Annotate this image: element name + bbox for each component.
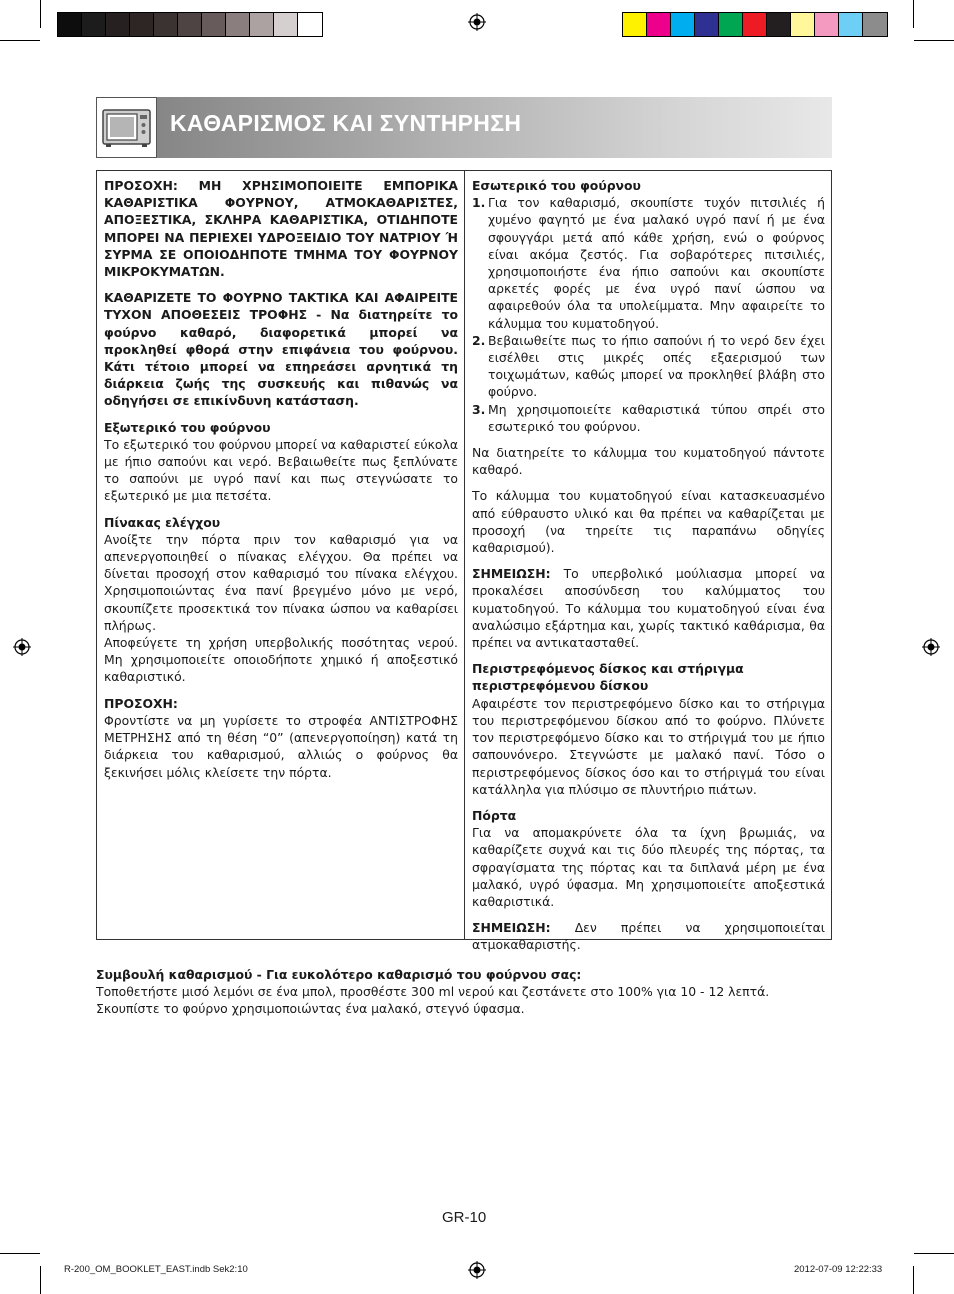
- color-swatch: [647, 13, 671, 36]
- microwave-oven-icon: [96, 97, 157, 158]
- gray-swatch: [106, 13, 130, 36]
- crop-mark: [914, 40, 954, 41]
- section-heading: Εξωτερικό του φούρνου: [104, 419, 271, 435]
- registration-mark-icon: [468, 1261, 486, 1279]
- paragraph: Αφαιρέστε τον περιστρεφόμενο δίσκο και το στήριγμα του περιστρεφόμενου δίσκου από το φούρνο. Πλύνετε τον περιστρεφόμενο δίσκο και το στήριγμά του με ήπιο σαπουνόνερο. Στεγνώστε με μαλακό πανί. Τόσο ο περιστρεφόμενος δίσκος όσο και το στήριγμά του είναι κατάλληλα για πλύσιμο σε πλυντήριο πιάτων.: [472, 695, 825, 797]
- paragraph: Φροντίστε να μη γυρίσετε το στροφέα ΑΝΤΙΣΤΡΟΦΗΣ ΜΕΤΡΗΣΗΣ από τη θέση “0” (απενεργοποίηση) κατά τη διάρκεια του καθαρισμού, αλλιώς ο φούρνος θα ξεκινήσει μόλις κλείσετε την πόρτα.: [104, 712, 458, 780]
- gray-swatch: [82, 13, 106, 36]
- gray-swatch: [298, 13, 322, 36]
- color-swatch: [743, 13, 767, 36]
- crop-mark: [40, 0, 41, 28]
- list-item: 3. Μη χρησιμοποιείτε καθαριστικά τύπου σπρέι στο εσωτερικό του φούρνου.: [472, 401, 825, 434]
- color-swatch-bar: [622, 12, 888, 37]
- crop-mark: [913, 0, 914, 28]
- tip-line: Σκουπίστε το φούρνο χρησιμοποιώντας ένα μαλακό, στεγνό ύφασμα.: [96, 1001, 525, 1017]
- gray-swatch: [130, 13, 154, 36]
- section-heading: Εσωτερικό του φούρνου: [472, 178, 641, 193]
- gray-swatch-bar: [57, 12, 323, 37]
- crop-mark: [40, 1266, 41, 1294]
- warning-text: ΚΑΘΑΡΙΖΕΤΕ ΤΟ ΦΟΥΡΝΟ ΤΑΚΤΙΚΑ ΚΑΙ ΑΦΑΙΡΕΙΤΕ ΤΥΧΟΝ ΑΠΟΘΕΣΕΙΣ ΤΡΟΦΗΣ - Να διατηρείτε το φούρνο καθαρό, διαφορετικά μπορεί να προκληθεί φθορά στην επιφάνεια του φούρνου. Κάτι τέτοιο μπορεί να επηρεάσει αρνητικά τη διάρκεια ζωής της συσκευής και πιθανώς να οδηγήσει σε επικίνδυνη κατάσταση.: [104, 290, 458, 409]
- color-swatch: [863, 13, 887, 36]
- paragraph: Το κάλυμμα του κυματοδηγού είναι κατασκευασμένο από εύθραυστο υλικό και θα πρέπει να καθαρίζεται με προσοχή (να τηρείτε τις παραπάνω οδηγίες καθαρισμού).: [472, 488, 825, 556]
- registration-mark-icon: [468, 13, 486, 31]
- list-item: 2. Βεβαιωθείτε πως το ήπιο σαπούνι ή το νερό δεν έχει εισέλθει στις μικρές οπές εξαερισμού των τοιχωμάτων, καθώς μπορεί να προκληθεί βλάβη στο φούρνο.: [472, 332, 825, 400]
- gray-swatch: [226, 13, 250, 36]
- crop-mark: [914, 1253, 954, 1254]
- paragraph: Ανοίξτε την πόρτα πριν τον καθαρισμό για να απενεργοποιηθεί ο πίνακας ελέγχου. Θα πρέπει να δίνεται προσοχή στον καθαρισμό του πίνακα ελέγχου. Χρησιμοποιώντας ένα πανί βρεγμένο μόνο με νερό, σκουπίζετε προσεκτικά τον πίνακα ώσπου να καθαρίσει πλήρως.: [104, 531, 458, 633]
- gray-swatch: [154, 13, 178, 36]
- note: ΣΗΜΕΙΩΣΗ: Το υπερβολικό μούλιασμα μπορεί να προκαλέσει αποσύνδεση του καλύμματος του κυματοδηγού. Το κάλυμμα του κυματοδηγού είναι ένα αναλώσιμο εξάρτημα και, χωρίς τακτικό καθάρισμα, θα πρέπει να αντικατασταθεί.: [472, 566, 825, 651]
- section-heading: ΠΡΟΣΟΧΗ:: [104, 695, 178, 711]
- page-number: GR-10: [442, 1209, 487, 1226]
- gray-swatch: [250, 13, 274, 36]
- paragraph: Να διατηρείτε το κάλυμμα του κυματοδηγού πάντοτε καθαρό.: [472, 445, 825, 478]
- section-heading: Πίνακας ελέγχου: [104, 514, 221, 530]
- footer-date-info: 2012-07-09 12:22:33: [794, 1264, 883, 1275]
- crop-mark: [0, 40, 40, 41]
- paragraph: Αποφεύγετε τη χρήση υπερβολικής ποσότητας νερού. Μη χρησιμοποιείτε οποιοδήποτε χημικό ή αποξεστικό καθαριστικό.: [104, 635, 458, 685]
- tip-title: Συμβουλή καθαρισμού - Για ευκολότερο καθαρισμό του φούρνου σας:: [96, 967, 582, 982]
- paragraph: Το εξωτερικό του φούρνου μπορεί να καθαριστεί εύκολα με ήπιο σαπούνι και νερό. Βεβαιωθείτε πως ξεπλύνατε το σαπούνι με υγρό πανί και πως στεγνώσατε το εξωτερικό με μια πετσέτα.: [104, 436, 458, 504]
- crop-mark: [0, 1253, 40, 1254]
- paragraph: Για να απομακρύνετε όλα τα ίχνη βρωμιάς, να καθαρίζετε συχνά και τις δύο πλευρές της πόρτας, τα σφραγίσματα της πόρτας και τα διπλανά μέρη με ένα μαλακό, υγρό ύφασμα. Μη χρησιμοποιείτε αποξεστικά καθαριστικά.: [472, 825, 825, 909]
- interior-steps-list: [472, 194, 825, 435]
- warning-text: ΠΡΟΣΟΧΗ: ΜΗ ΧΡΗΣΙΜΟΠΟΙΕΙΤΕ ΕΜΠΟΡΙΚΑ ΚΑΘΑΡΙΣΤΙΚΑ ΦΟΥΡΝΟΥ, ΑΤΜΟΚΑΘΑΡΙΣΤΕΣ, ΑΠΟΞΕΣΤΙΚΑ, ΣΚΛΗΡΑ ΚΑΘΑΡΙΣΤΙΚΑ, ΟΤΙΔΗΠΟΤΕ ΜΠΟΡΕΙ ΝΑ ΠΕΡΙΕΧΕΙ ΥΔΡΟΞΕΙΔΙΟ ΤΟΥ ΝΑΤΡΙΟΥ Ή ΣΥΡΜΑ ΣΕ ΟΠΟΙΟΔΗΠΟΤΕ ΤΜΗΜΑ ΤΟΥ ΦΟΥΡΝΟΥ ΜΙΚΡΟΚΥΜΑΤΩΝ.: [104, 178, 458, 280]
- section-heading: Περιστρεφόμενος δίσκος και στήριγμα περιστρεφόμενου δίσκου: [472, 661, 744, 694]
- section-heading: Πόρτα: [472, 807, 517, 823]
- color-swatch: [623, 13, 647, 36]
- registration-mark-icon: [13, 638, 31, 656]
- color-swatch: [791, 13, 815, 36]
- content-box: [96, 170, 832, 953]
- crop-mark: [913, 1266, 914, 1294]
- left-column: [97, 171, 465, 939]
- page-title: ΚΑΘΑΡΙΣΜΟΣ ΚΑΙ ΣΥΝΤΗΡΗΣΗ: [170, 110, 522, 136]
- color-swatch: [671, 13, 695, 36]
- list-item: 1. Για τον καθαρισμό, σκουπίστε τυχόν πιτσιλιές ή χυμένο φαγητό με ένα μαλακό υγρό πανί ή με ένα σφουγγάρι μετά από κάθε χρήση, ενώ ο φούρνος είναι ακόμα ζεστός. Για σοβαρότερες πιτσιλιές, χρησιμοποιήστε ένα ήπιο σαπούνι και σκουπίστε αρκετές φορές με ένα υγρό πανί ώσπου να αφαιρεθούν όλα τα υπολείμματα. Μην αφαιρείτε το κάλυμμα του κυματοδηγού.: [472, 195, 825, 331]
- registration-mark-icon: [922, 638, 940, 656]
- color-swatch: [815, 13, 839, 36]
- note: ΣΗΜΕΙΩΣΗ: Δεν πρέπει να χρησιμοποιείται ατμοκαθαριστής.: [472, 920, 825, 953]
- footer-file-info: R-200_OM_BOOKLET_EAST.indb Sek2:10: [64, 1264, 248, 1275]
- tip-line: Τοποθετήστε μισό λεμόνι σε ένα μπολ, προσθέστε 300 ml νερού και ζεστάνετε στο 100% για 10 - 12 λεπτά.: [96, 984, 770, 1000]
- color-swatch: [695, 13, 719, 36]
- section-header: [96, 97, 832, 158]
- gray-swatch: [58, 13, 82, 36]
- color-swatch: [839, 13, 863, 36]
- gray-swatch: [274, 13, 298, 36]
- color-swatch: [767, 13, 791, 36]
- right-column: [465, 171, 831, 953]
- gray-swatch: [202, 13, 226, 36]
- cleaning-tip: [96, 966, 836, 1018]
- gray-swatch: [178, 13, 202, 36]
- color-swatch: [719, 13, 743, 36]
